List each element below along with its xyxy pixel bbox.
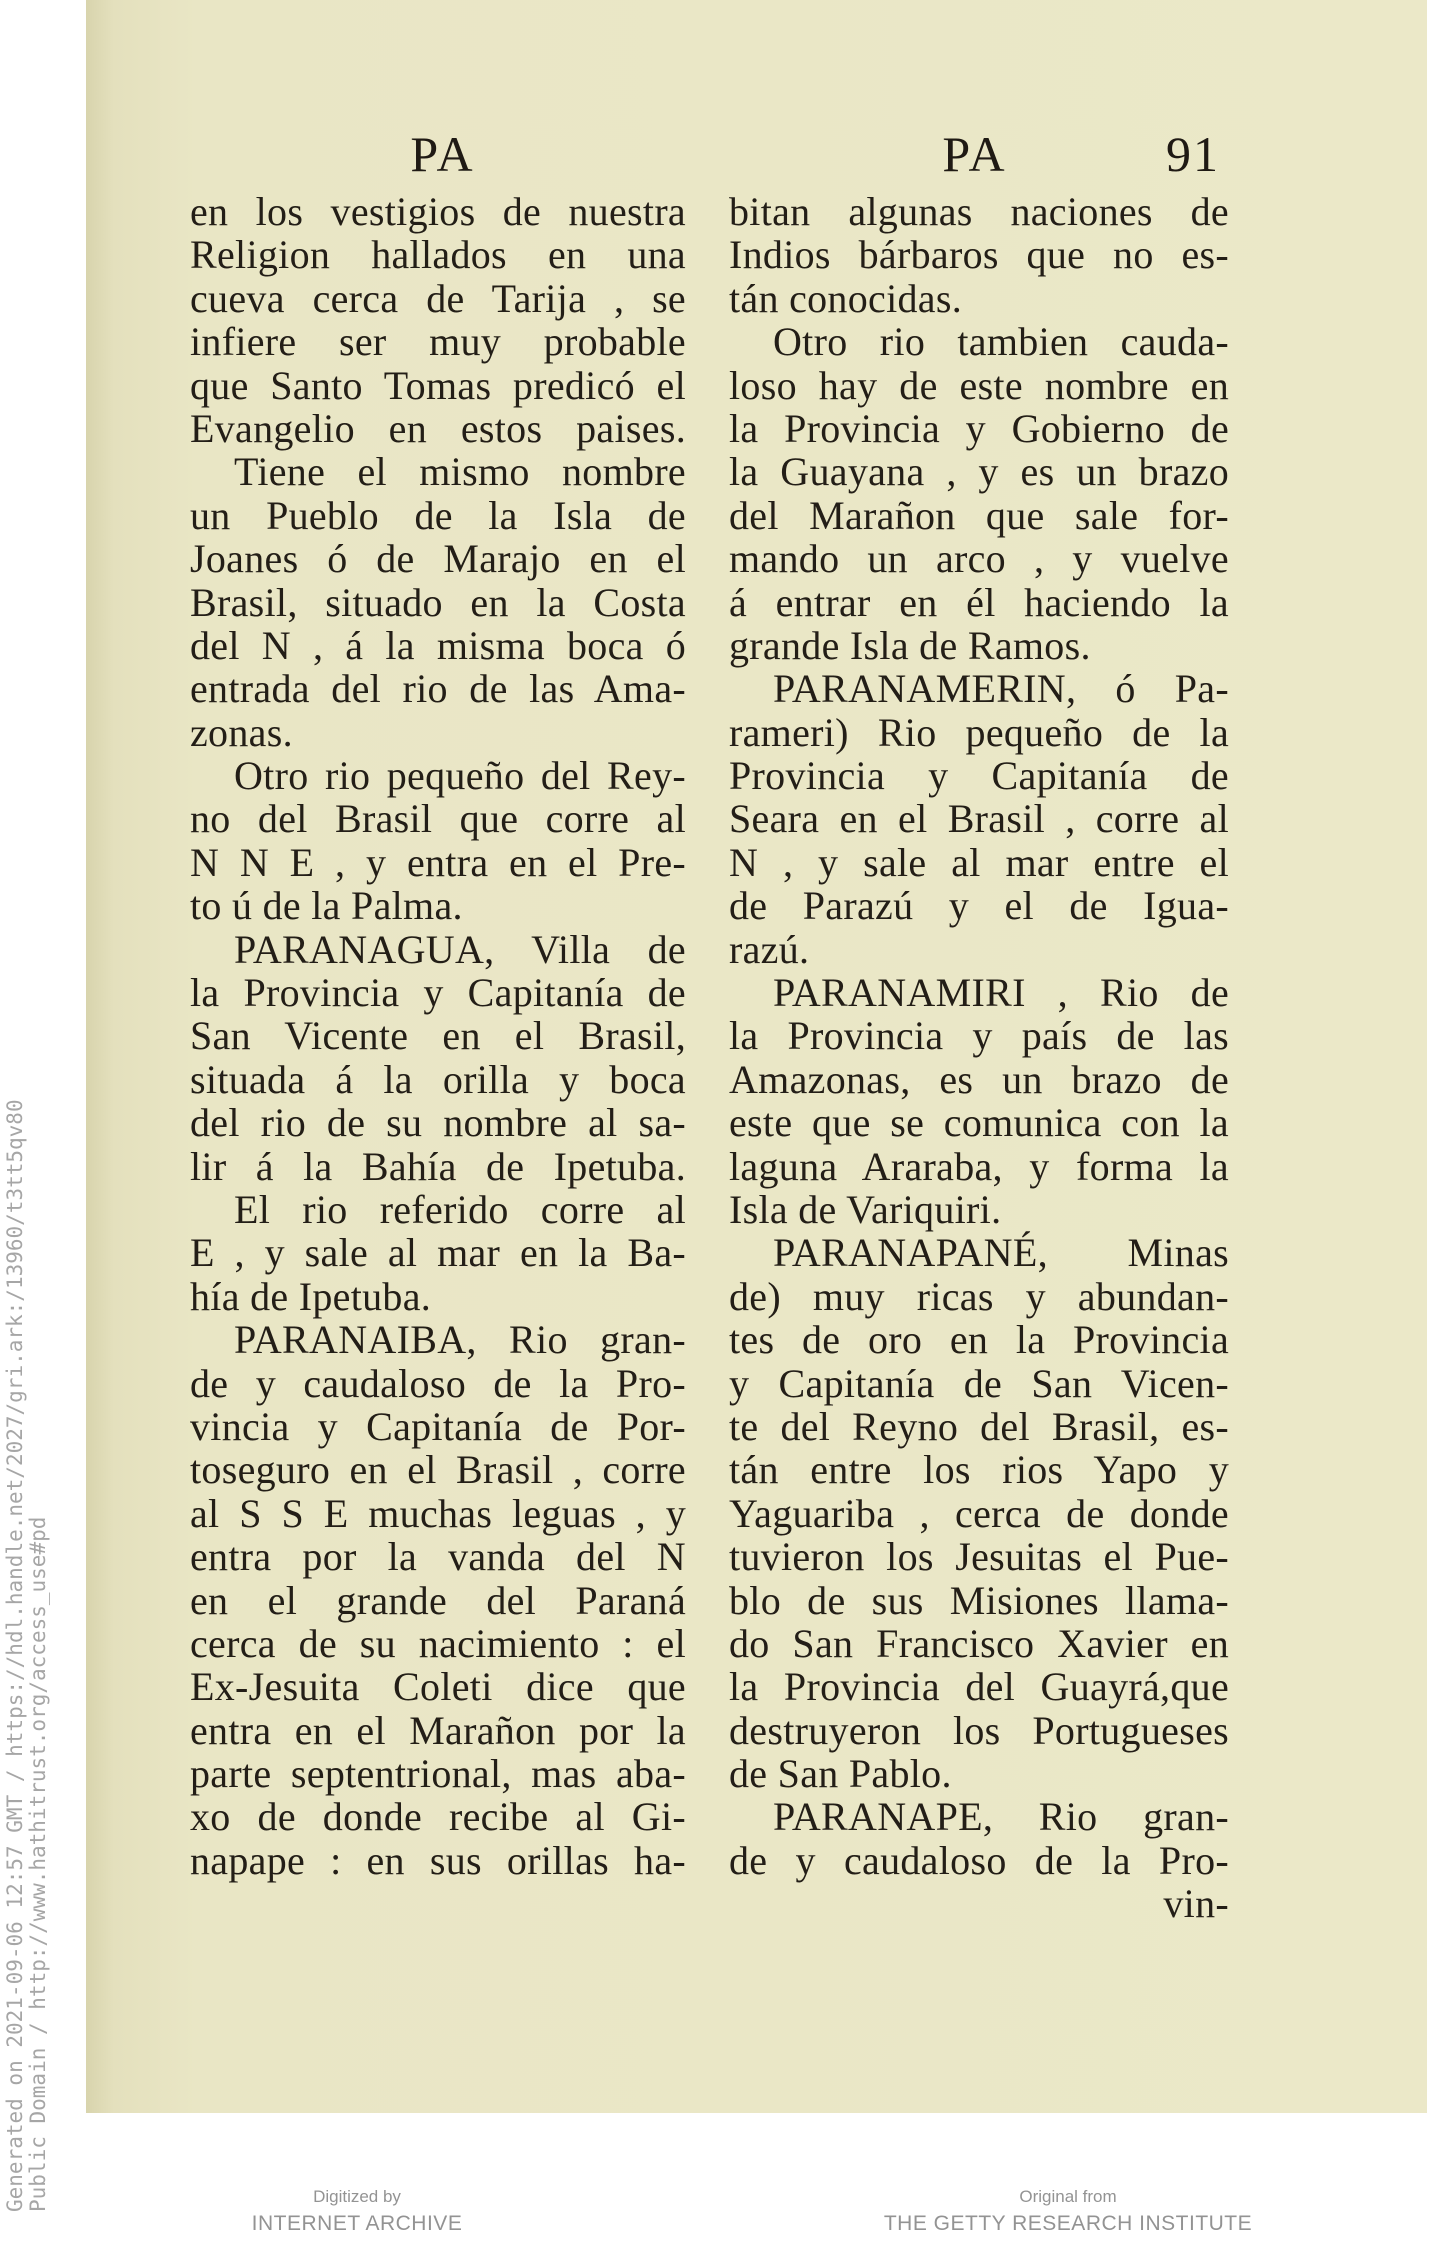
paragraph (190, 1188, 686, 1318)
text-line: razú. (729, 926, 810, 972)
text-line: tes de oro en la Provincia (729, 1317, 1229, 1363)
text-line: tán conocidas. (729, 275, 963, 321)
access-watermark (4, 1085, 50, 2212)
text-line: la Provincia y Gobierno de (729, 405, 1229, 451)
text-line: y Capitanía de San Vicen- (729, 1360, 1229, 1406)
text-line: toseguro en el Brasil , corre (190, 1447, 686, 1493)
text-line: te del Reyno del Brasil, es- (729, 1403, 1229, 1449)
text-line: este que se comunica con la (729, 1100, 1229, 1146)
text-line: Religion hallados en una (190, 232, 686, 278)
paragraph (729, 1231, 1229, 1795)
text-line: Isla de Variquiri. (729, 1186, 1002, 1232)
text-line: entrada del rio de las Ama- (190, 666, 686, 712)
paragraph (729, 667, 1229, 971)
text-line: Seara en el Brasil , corre al (729, 796, 1229, 842)
text-line: cerca de su nacimiento : el (190, 1620, 686, 1666)
left-column (190, 190, 686, 1882)
text-line: PARANAPE, Rio gran- (773, 1794, 1229, 1840)
text-line: en los vestigios de nuestra (190, 189, 686, 234)
text-line: de y caudaloso de la Pro- (190, 1360, 686, 1406)
text-line: Otro rio pequeño del Rey- (234, 753, 686, 799)
text-line: de y caudaloso de la Pro- (729, 1837, 1229, 1883)
text-line: Yaguariba , cerca de donde (729, 1490, 1229, 1536)
text-line: que Santo Tomas predicó el (190, 362, 686, 408)
text-line: hía de Ipetuba. (190, 1273, 432, 1319)
text-line: lir á la Bahía de Ipetuba. (190, 1143, 686, 1189)
text-line: rameri) Rio pequeño de la (729, 709, 1229, 755)
text-line: del Marañon que sale for- (729, 492, 1229, 538)
text-line: Amazonas, es un brazo de (729, 1056, 1229, 1102)
text-line: de Parazú y el de Igua- (729, 883, 1229, 929)
text-line: tán entre los rios Yapo y (729, 1447, 1229, 1493)
text-line: blo de sus Misiones llama- (729, 1577, 1229, 1623)
text-line: mando un arco , y vuelve (729, 536, 1229, 582)
text-line: Ex-Jesuita Coleti dice que (190, 1664, 686, 1710)
text-line: PARANAPANÉ, Minas (773, 1230, 1229, 1276)
catchword: vin- (1163, 1881, 1229, 1927)
text-line: E , y sale al mar en la Ba- (190, 1230, 686, 1276)
page-number: 91 (1166, 126, 1220, 182)
text-line: Indios bárbaros que no es- (729, 232, 1229, 278)
text-line: xo de donde recibe al Gi- (190, 1794, 686, 1840)
paragraph (729, 1795, 1229, 1882)
text-line: á entrar en él haciendo la (729, 579, 1229, 625)
text-line: laguna Araraba, y forma la (729, 1143, 1229, 1189)
text-line: un Pueblo de la Isla de (190, 492, 686, 538)
original-from-source: THE GETTY RESEARCH INSTITUTE (883, 2212, 1253, 2235)
running-head-right: PA (942, 126, 1008, 182)
text-line: vincia y Capitanía de Por- (190, 1403, 686, 1449)
paragraph (190, 928, 686, 1188)
text-line: no del Brasil que corre al (190, 796, 686, 842)
watermark-line: Public Domain / http://www.hathitrust.org/access_use#pd (26, 1516, 50, 2212)
text-line: entra en el Marañon por la (190, 1707, 686, 1753)
paragraph (729, 190, 1229, 320)
paragraph (190, 754, 686, 928)
digitized-by-source: INTERNET ARCHIVE (251, 2212, 463, 2235)
text-line: la Provincia y Capitanía de (190, 970, 686, 1016)
text-line: la Provincia del Guayrá,que (729, 1664, 1229, 1710)
text-line: la Guayana , y es un brazo (729, 449, 1229, 495)
text-line: entra por la vanda del N (190, 1534, 686, 1580)
text-line: Tiene el mismo nombre (234, 449, 686, 495)
text-line: do San Francisco Xavier en (729, 1620, 1229, 1666)
text-line: PARANAMIRI , Rio de (773, 970, 1229, 1016)
text-line: en el grande del Paraná (190, 1577, 686, 1623)
text-line: parte septentrional, mas aba- (190, 1751, 686, 1797)
text-line: de) muy ricas y abundan- (729, 1273, 1229, 1319)
text-line: grande Isla de Ramos. (729, 622, 1091, 668)
text-line: tuvieron los Jesuitas el Pue- (729, 1534, 1229, 1580)
paragraph (190, 190, 686, 450)
paragraph (729, 320, 1229, 667)
text-line: de San Pablo. (729, 1751, 952, 1797)
paragraph (190, 450, 686, 754)
text-line: Otro rio tambien cauda- (773, 319, 1229, 365)
text-line: destruyeron los Portugueses (729, 1707, 1229, 1753)
paragraph (190, 1318, 686, 1882)
text-line: Joanes ó de Marajo en el (190, 536, 686, 582)
text-line: infiere ser muy probable (190, 319, 686, 365)
original-from-label: Original from (1019, 2187, 1117, 2206)
text-line: situada á la orilla y boca (190, 1056, 686, 1102)
right-column (729, 190, 1229, 1926)
running-head-left: PA (410, 126, 476, 182)
text-line: la Provincia y país de las (729, 1013, 1229, 1059)
text-line: del rio de su nombre al sa- (190, 1100, 686, 1146)
text-line: loso hay de este nombre en (729, 362, 1229, 408)
text-line: Evangelio en estos paises. (190, 405, 686, 451)
text-line: PARANAMERIN, ó Pa- (773, 666, 1229, 712)
text-line: del N , á la misma boca ó (190, 622, 686, 668)
text-line: El rio referido corre al (234, 1186, 686, 1232)
text-line: Provincia y Capitanía de (729, 753, 1229, 799)
text-line: napape : en sus orillas ha- (190, 1837, 686, 1883)
text-line: PARANAIBA, Rio gran- (234, 1317, 686, 1363)
watermark-line: Generated on 2021-09-06 12:57 GMT / https://hdl.handle.net/2027/gri.ark:/13960/t3tt5qv80 (3, 1099, 27, 2212)
text-line: bitan algunas naciones de (729, 189, 1229, 234)
text-line: PARANAGUA, Villa de (234, 926, 686, 972)
text-line: Brasil, situado en la Costa (190, 579, 686, 625)
text-line: cueva cerca de Tarija , se (190, 275, 686, 321)
text-line: zonas. (190, 709, 293, 755)
digitized-by-label: Digitized by (313, 2187, 401, 2206)
text-line: San Vicente en el Brasil, (190, 1013, 686, 1059)
text-line: al S S E muchas leguas , y (190, 1490, 686, 1536)
paragraph (729, 971, 1229, 1231)
text-line: to ú de la Palma. (190, 883, 463, 929)
text-line: N , y sale al mar entre el (729, 839, 1229, 885)
text-line: N N E , y entra en el Pre- (190, 839, 686, 885)
